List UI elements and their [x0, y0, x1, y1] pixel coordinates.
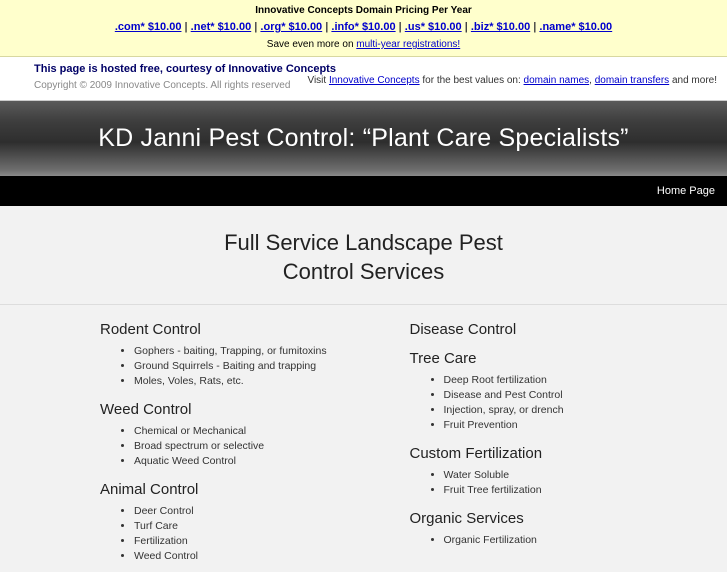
section-title-weed-control: Weed Control: [100, 401, 364, 418]
ad-price-biz[interactable]: .biz* $10.00: [471, 21, 530, 33]
ad-price-com[interactable]: .com* $10.00: [115, 21, 182, 33]
services-column-left: [0, 321, 364, 572]
host-headline: [34, 62, 336, 76]
multi-year-registrations-link[interactable]: multi-year registrations!: [356, 39, 460, 50]
host-headline-link[interactable]: This page is hosted free, courtesy of Innovative Concepts: [34, 63, 336, 75]
list-item: • Injection, spray, or drench: [444, 403, 727, 418]
visit-prefix: Visit: [307, 75, 329, 86]
list-item: • Organic Fertilization: [444, 533, 727, 548]
list-item: • Chemical or Mechanical: [134, 424, 364, 439]
domain-transfers-link[interactable]: domain transfers: [595, 75, 669, 86]
domain-names-link[interactable]: domain names: [524, 75, 590, 86]
host-visit-line: [307, 75, 717, 86]
list-item: • Fruit Prevention: [444, 418, 727, 433]
list-item: • Turf Care: [134, 519, 364, 534]
ad-price-name[interactable]: .name* $10.00: [539, 21, 612, 33]
list-item: • Moles, Voles, Rats, etc.: [134, 374, 364, 389]
list-item: • Deep Root fertilization: [444, 373, 727, 388]
site-header-band: [0, 101, 727, 176]
section-title-rodent-control: Rodent Control: [100, 321, 364, 338]
ad-price-org[interactable]: .org* $10.00: [260, 21, 322, 33]
list-item: • Ground Squirrels - Baiting and trapping: [134, 359, 364, 374]
section-title-disease-control: Disease Control: [410, 321, 727, 338]
list-item: • Disease and Pest Control: [444, 388, 727, 403]
list-item: • Broad spectrum or selective: [134, 439, 364, 454]
service-list-animal-control: [100, 504, 364, 564]
domain-pricing-ad-banner: [0, 0, 727, 57]
host-copyright: Copyright © 2009 Innovative Concepts. All rights reserved: [34, 79, 336, 92]
page-title: [0, 228, 727, 305]
nav-item-home-page[interactable]: Home Page: [657, 185, 715, 197]
ad-price-us[interactable]: .us* $10.00: [405, 21, 462, 33]
host-notice-left: [34, 62, 336, 92]
section-title-organic-services: Organic Services: [410, 510, 727, 527]
main-content: [0, 206, 727, 572]
main-navigation-bar: [0, 176, 727, 206]
ad-title: Innovative Concepts Domain Pricing Per Year: [0, 4, 727, 17]
list-item: • Aquatic Weed Control: [134, 454, 364, 469]
list-item: • Gophers - baiting, Trapping, or fumitoxins: [134, 344, 364, 359]
list-item: • Fertilization: [134, 534, 364, 549]
services-column-right: [364, 321, 727, 572]
list-item: • Water Soluble: [444, 468, 727, 483]
ad-price-info[interactable]: .info* $10.00: [331, 21, 395, 33]
service-list-tree-care: [410, 373, 727, 433]
visit-link-separator: ,: [589, 75, 595, 86]
list-item: • Fruit Tree fertilization: [444, 483, 727, 498]
service-list-custom-fertilization: [410, 468, 727, 498]
service-list-organic-services: [410, 533, 727, 548]
innovative-concepts-link[interactable]: Innovative Concepts: [329, 75, 420, 86]
host-notice-strip: [0, 57, 727, 101]
service-list-rodent-control: [100, 344, 364, 389]
ad-save-prefix: Save even more on: [267, 39, 357, 50]
service-list-weed-control: [100, 424, 364, 469]
ad-price-net[interactable]: .net* $10.00: [191, 21, 252, 33]
services-columns: [0, 305, 727, 572]
section-title-custom-fertilization: Custom Fertilization: [410, 445, 727, 462]
ad-save-line: [0, 38, 727, 51]
page-title-line-1: Full Service Landscape Pest: [0, 228, 727, 257]
section-title-animal-control: Animal Control: [100, 481, 364, 498]
list-item: • Deer Control: [134, 504, 364, 519]
visit-suffix: and more!: [669, 75, 717, 86]
visit-middle: for the best values on:: [420, 75, 524, 86]
ad-price-list: .com* $10.00 | .net* $10.00 | .org* $10.00 | .info* $10.00 | .us* $10.00 | .biz* $10.00 | .name* $10.00: [0, 19, 727, 35]
section-title-tree-care: Tree Care: [410, 350, 727, 367]
page-title-line-2: Control Services: [0, 257, 727, 286]
list-item: • Weed Control: [134, 549, 364, 564]
site-title: KD Janni Pest Control: “Plant Care Specialists”: [98, 124, 628, 153]
